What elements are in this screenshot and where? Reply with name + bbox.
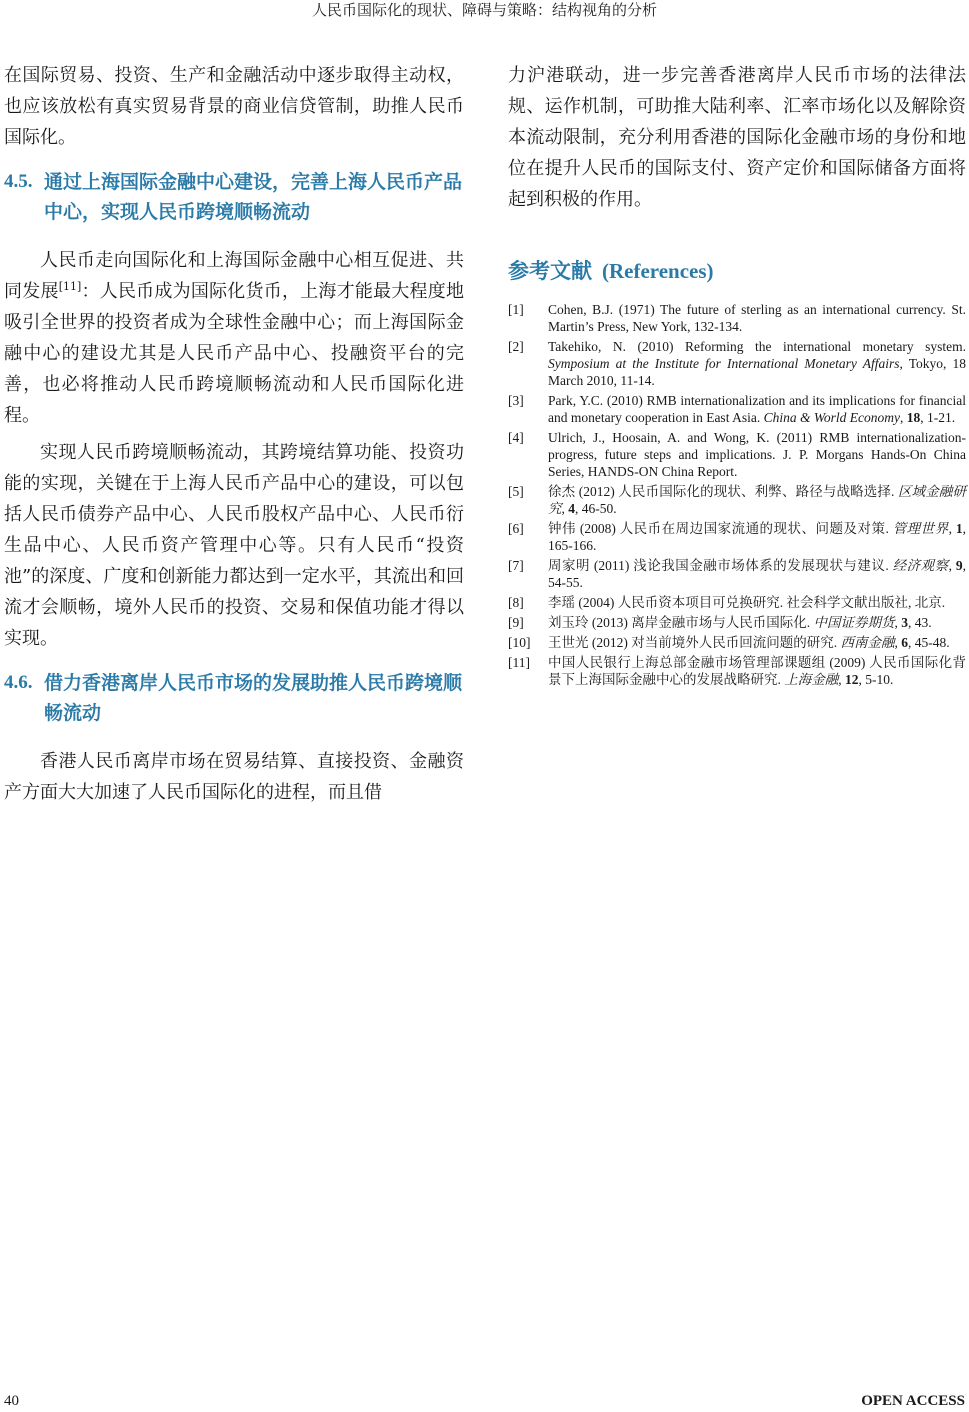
reference-index: [2] — [508, 339, 524, 354]
reference-text — [548, 392, 966, 426]
section-number: 4.5. — [4, 171, 33, 192]
paragraph: 实现人民币跨境顺畅流动，其跨境结算功能、投资功能的实现，关键在于上海人民币产品中心的建设，可以包括人民币债券产品中心、人民币股权产品中心、人民币衍生品中心、人民币资产管理中心等。只有人民币“投资池”的深度、广度和创新能力都达到一定水平，其流出和回流才会顺畅，境外人民币的投资、交易和保值功能才得以实现。 — [4, 442, 464, 649]
reference-index: [9] — [508, 615, 524, 630]
left-column — [4, 60, 464, 814]
reference-vol: 12 — [845, 672, 859, 687]
citation-link[interactable]: [11] — [58, 280, 82, 293]
reference-item — [508, 654, 966, 688]
reference-ital: 管理世界 — [892, 521, 949, 536]
reference-text — [548, 614, 966, 631]
reference-vol: 4 — [568, 501, 575, 516]
reference-text — [548, 301, 966, 335]
reference-pages: , 45-48. — [908, 635, 950, 650]
reference-text — [548, 594, 966, 611]
reference-pre: 王世光 (2012) 对当前境外人民币回流问题的研究. — [548, 635, 841, 650]
running-header: 人民币国际化的现状、障碍与策略：结构视角的分析 — [311, 1, 657, 19]
reference-item — [508, 429, 966, 480]
reference-index: [4] — [508, 430, 524, 445]
reference-text — [548, 557, 966, 591]
section-heading-4-5 — [4, 167, 464, 227]
reference-vol: 9 — [955, 558, 963, 573]
reference-post: , — [948, 521, 956, 536]
paragraph: 力沪港联动，进一步完善香港离岸人民币市场的法律法规、运作机制，可助推大陆利率、汇率市场化以及解除资本流动限制，充分利用香港的国际化金融市场的身份和地位在提升人民币的国际支付、资产定价和国际储备方面将起到积极的作用。 — [508, 65, 966, 210]
reference-index: [8] — [508, 595, 524, 610]
reference-ital: China & World Economy — [763, 410, 900, 425]
reference-index: [1] — [508, 302, 524, 317]
section-title: 借力香港离岸人民币市场的发展助推人民币跨境顺畅流动 — [44, 672, 463, 724]
reference-item — [508, 614, 966, 631]
reference-pre: 刘玉玲 (2013) 离岸金融市场与人民币国际化. — [548, 615, 814, 630]
reference-vol: 18 — [906, 410, 921, 425]
reference-pre: Takehiko, N. (2010) Reforming the international monetary system. — [548, 339, 966, 354]
section-title: 通过上海国际金融中心建设，完善上海人民币产品中心，实现人民币跨境顺畅流动 — [44, 171, 463, 223]
reference-item — [508, 338, 966, 389]
reference-pages: , 54-55. — [548, 558, 967, 590]
reference-index: [5] — [508, 484, 524, 499]
reference-item — [508, 634, 966, 651]
page-number: 40 — [4, 1393, 19, 1409]
reference-post: , — [894, 615, 902, 630]
references-heading — [508, 257, 966, 285]
reference-ital: 中国证券期货 — [813, 615, 895, 630]
reference-text — [548, 483, 966, 517]
reference-item — [508, 594, 966, 611]
reference-item — [508, 520, 966, 554]
reference-item — [508, 557, 966, 591]
paragraph: 香港人民币离岸市场在贸易结算、直接投资、金融资产方面大大加速了人民币国际化的进程，而且借 — [4, 751, 464, 803]
reference-post: , — [838, 672, 845, 687]
section-heading-4-6 — [4, 668, 464, 728]
reference-text — [548, 338, 966, 389]
reference-index: [6] — [508, 521, 524, 536]
reference-item — [508, 483, 966, 517]
reference-pre: 钟伟 (2008) 人民币在周边国家流通的现状、问题及对策. — [548, 521, 893, 536]
reference-pages: , 43. — [908, 615, 932, 630]
reference-pre: 周家明 (2011) 浅论我国金融市场体系的发展现状与建议. — [548, 558, 893, 573]
reference-pre: 李瑶 (2004) 人民币资本项目可兑换研究. 社会科学文献出版社, 北京. — [548, 595, 946, 610]
reference-vol: 1 — [955, 521, 963, 536]
reference-ital: 上海金融 — [784, 672, 839, 687]
reference-index: [11] — [508, 655, 530, 670]
reference-vol: 6 — [901, 635, 908, 650]
reference-pages: , 46-50. — [575, 501, 617, 516]
paragraph: 在国际贸易、投资、生产和金融活动中逐步取得主动权，也应该放松有真实贸易背景的商业信贷管制，助推人民币国际化。 — [4, 65, 464, 148]
reference-ital: Symposium at the Institute for International Monetary Affairs — [548, 356, 900, 371]
reference-pre: Park, Y.C. (2010) RMB internationalization and its implications for financial and monetary cooperation in East Asia. — [548, 393, 966, 425]
reference-text — [548, 634, 966, 651]
references-heading-en: (References) — [602, 259, 714, 283]
reference-pages: , 1-21. — [920, 410, 956, 425]
reference-pre: Ulrich, J., Hoosain, A. and Wong, K. (2011) RMB internationalization-progress, future steps and implications. J. P. Morgans Hands-On China Series, HANDS-ON China Report. — [548, 430, 966, 479]
reference-pre: Cohen, B.J. (1971) The future of sterling as an international currency. St. Martin’s Press, New York, 132-134. — [548, 302, 966, 334]
paragraph-text: 人民币走向国际化和上海国际金融中心相互促进、共同发展 — [4, 250, 464, 302]
reference-item — [508, 301, 966, 335]
right-column — [508, 60, 966, 691]
reference-post: , — [894, 635, 902, 650]
reference-index: [7] — [508, 558, 524, 573]
reference-post: , — [948, 558, 956, 573]
reference-post: , — [561, 501, 569, 516]
reference-pages: , 5-10. — [858, 672, 894, 687]
open-access-label: OPEN ACCESS — [861, 1393, 965, 1409]
reference-index: [10] — [508, 635, 531, 650]
reference-pages: , 165-166. — [548, 521, 967, 553]
reference-text — [548, 429, 966, 480]
reference-ital: 经济观察 — [892, 558, 949, 573]
reference-item — [508, 392, 966, 426]
reference-pre: 中国人民银行上海总部金融市场管理部课题组 (2009) 人民币国际化背景下上海国际金融中心的发展战略研究. — [548, 655, 966, 687]
reference-text — [548, 520, 966, 554]
section-number: 4.6. — [4, 672, 33, 693]
reference-ital: 区域金融研究 — [548, 484, 967, 516]
reference-post: , Tokyo, 18 March 2010, 11-14. — [548, 356, 966, 388]
reference-vol: 3 — [901, 615, 908, 630]
paragraph-text: ：人民币成为国际化货币，上海才能最大程度地吸引全世界的投资者成为全球性金融中心；而上海国际金融中心的建设尤其是人民币产品中心、投融资平台的完善，也必将推动人民币跨境顺畅流动和人民币国际化进程。 — [4, 281, 465, 426]
reference-pre: 徐杰 (2012) 人民币国际化的现状、利弊、路径与战略选择. — [548, 484, 898, 499]
reference-ital: 西南金融 — [840, 635, 895, 650]
reference-text — [548, 654, 966, 688]
reference-post: , — [899, 410, 907, 425]
references-heading-cn: 参考文献 — [508, 259, 592, 283]
paragraph — [4, 245, 464, 431]
reference-index: [3] — [508, 393, 524, 408]
reference-list — [508, 301, 966, 688]
